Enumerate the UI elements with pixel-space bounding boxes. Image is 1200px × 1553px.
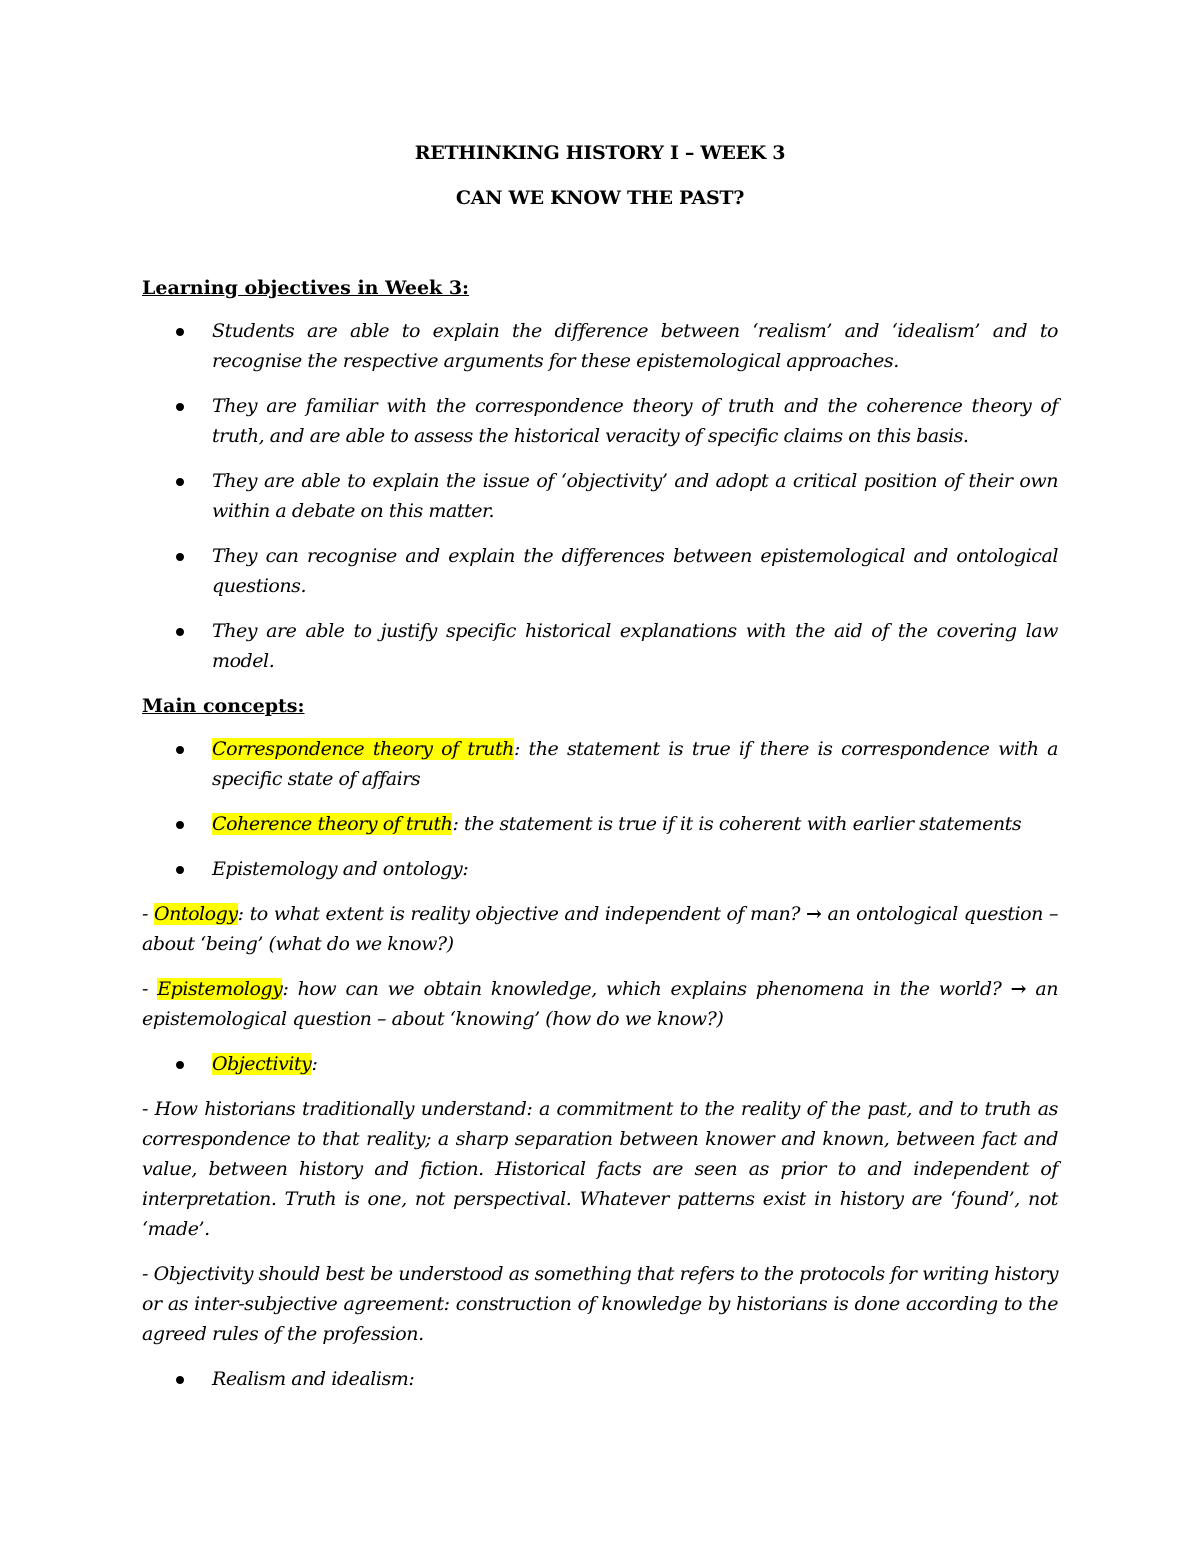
bullet-icon xyxy=(176,553,184,561)
objectivity-paragraph-2: - Objectivity should best be understood as something that refers to the protocols for writing history or as inter-subjective agreement: construction of knowledge by historians is done according to the agreed rules of the profession. xyxy=(142,1263,1058,1345)
objectivity-paragraph-1: - How historians traditionally understand: a commitment to the reality of the past, and to truth as correspondence to that reality; a sharp separation between knower and known, between fact and value, between history and fiction. Historical facts are seen as prior to and independent of interpretation. Truth is one, not perspectival. Whatever patterns exist in history are ‘found’, not ‘made’. xyxy=(142,1098,1058,1240)
document-page xyxy=(142,138,1058,1409)
bullet-icon xyxy=(176,821,184,829)
highlighted-term: Objectivity xyxy=(212,1053,312,1075)
bullet-icon xyxy=(176,1061,184,1069)
highlighted-term: Epistemology xyxy=(157,978,283,1000)
concepts-list-objectivity xyxy=(142,1049,1058,1079)
concepts-list xyxy=(142,734,1058,884)
concepts-heading: Main concepts: xyxy=(142,695,305,717)
bullet-icon xyxy=(176,746,184,754)
concept-epistemology-ontology: Epistemology and ontology: xyxy=(142,854,1058,884)
list-item: Students are able to explain the difference between ‘realism’ and ‘idealism’ and to recognise the respective arguments for these epistemological approaches. xyxy=(142,316,1058,376)
concept-correspondence: Correspondence theory of truth: the statement is true if there is correspondence with a specific state of affairs xyxy=(142,734,1058,794)
bullet-icon xyxy=(176,866,184,874)
objectives-heading: Learning objectives in Week 3: xyxy=(142,277,470,299)
epistemology-paragraph: - Epistemology: how can we obtain knowledge, which explains phenomena in the world? → an epistemological question – about ‘knowing’ (how do we know?) xyxy=(142,978,1058,1030)
concepts-list-realism xyxy=(142,1364,1058,1394)
arrow-right-icon: → xyxy=(1010,978,1027,1000)
document-title: RETHINKING HISTORY I – WEEK 3 xyxy=(414,142,786,164)
concept-realism: Realism and idealism: xyxy=(142,1364,1058,1394)
highlighted-term: Correspondence theory of truth xyxy=(212,738,514,760)
arrow-right-icon: → xyxy=(806,903,822,925)
ontology-paragraph: - Ontology: to what extent is reality objective and independent of man? → an ontological question – about ‘being’ (what do we know?) xyxy=(142,903,1058,955)
list-item: They are able to justify specific historical explanations with the aid of the covering law model. xyxy=(142,616,1058,676)
objectives-list xyxy=(142,316,1058,676)
document-subtitle: CAN WE KNOW THE PAST? xyxy=(455,187,745,209)
concept-objectivity: Objectivity: xyxy=(142,1049,1058,1079)
bullet-icon xyxy=(176,628,184,636)
bullet-icon xyxy=(176,1376,184,1384)
list-item: They can recognise and explain the differences between epistemological and ontological questions. xyxy=(142,541,1058,601)
list-item: They are able to explain the issue of ‘objectivity’ and adopt a critical position of their own within a debate on this matter. xyxy=(142,466,1058,526)
concept-coherence: Coherence theory of truth: the statement is true if it is coherent with earlier statements xyxy=(142,809,1058,839)
bullet-icon xyxy=(176,328,184,336)
list-item: They are familiar with the correspondence theory of truth and the coherence theory of truth, and are able to assess the historical veracity of specific claims on this basis. xyxy=(142,391,1058,451)
bullet-icon xyxy=(176,478,184,486)
highlighted-term: Ontology xyxy=(153,903,238,925)
bullet-icon xyxy=(176,403,184,411)
highlighted-term: Coherence theory of truth xyxy=(212,813,453,835)
